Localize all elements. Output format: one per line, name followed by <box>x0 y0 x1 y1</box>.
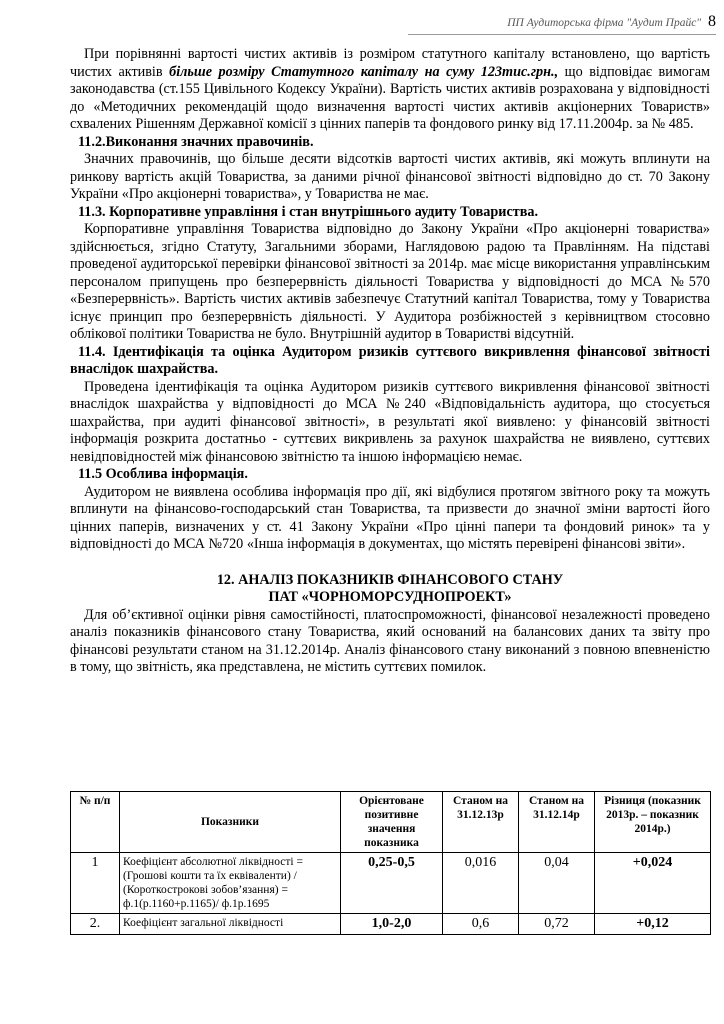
table-row <box>71 853 711 914</box>
intro-emphasis: більше розміру Статутного капіталу на суму 123тис.грн., <box>169 63 559 80</box>
section-12-title-line1: 12. АНАЛІЗ ПОКАЗНИКІВ ФІНАНСОВОГО СТАНУ <box>216 571 564 588</box>
row-diff: +0,024 <box>595 853 711 914</box>
header-indicator: Показники <box>120 792 341 853</box>
firm-name: ПП Аудиторська фірма "Аудит Прайс" <box>507 17 702 29</box>
row-num: 1 <box>71 853 120 914</box>
header-2013: Станом на 31.12.13р <box>443 792 519 853</box>
row-2014: 0,04 <box>519 853 595 914</box>
section-11-2-title: 11.2.Виконання значних правочинів. <box>78 133 314 150</box>
page-number: 8 <box>708 13 716 30</box>
section-12-title-line2: ПАТ «ЧОРНОМОРСУДНОПРОЕКТ» <box>268 589 512 605</box>
table-row <box>71 914 711 935</box>
header-2014: Станом на 31.12.14р <box>519 792 595 853</box>
row-2014: 0,72 <box>519 914 595 935</box>
row-norm: 1,0-2,0 <box>341 914 443 935</box>
header-num: № п/п <box>71 792 120 853</box>
running-header <box>408 13 716 35</box>
intro-paragraph <box>70 46 710 134</box>
row-indicator: Коефіцієнт абсолютної ліквідності =(Грошові кошти та їх еквіваленти) / (Короткострокові зобов’язання) = ф.1(р.1160+р.1165)/ ф.1р.1695 <box>120 853 341 914</box>
section-11-4-title: 11.4. Ідентифікація та оцінка Аудитором ризиків суттєвого викривлення фінансової звітності внаслідок шахрайства. <box>70 343 710 377</box>
intro-text-a: При порівнянні вартості чистих активів із розміром статутного капіталу встановлено, що вартість чистих активів <box>70 46 710 80</box>
intro-text-b: що відповідає вимогам законодавства (ст.155 Цивільного Кодексу України). Вартість чистих активів розрахована у відповідності до «Методичних рекомендацій щодо визначення вартості чистих активів акціонерних Товариств» схвалених Рішенням Державної комісії з цінних паперів та фондового ринку від 17.11.2004р. за № 485. <box>70 63 710 132</box>
row-indicator: Коефіцієнт загальної ліквідності <box>120 914 341 935</box>
section-11-5-title: 11.5 Особлива інформація. <box>78 466 248 482</box>
header-diff: Різниця (показник 2013р. – показник 2014р.) <box>595 792 711 853</box>
section-11-5-text: Аудитором не виявлена особлива інформація про дії, які відбулися протягом звітного року та можуть вплинути на фінансово-господарський стан Товариства, та призвести до значної зміни вартості його цінних паперів, визначених у ст. 41 Закону України «Про цінні папери та фондовий ринок» та у відповідності до МСА №720 «Інша інформація в документах, що містять перевірені фінансові звіти». <box>70 483 710 552</box>
document-body <box>70 46 710 677</box>
row-2013: 0,6 <box>443 914 519 935</box>
section-11-2-text: Значних правочинів, що більше десяти відсотків вартості чистих активів, які можуть вплинути на ринкову вартість акцій Товариства, за даними річної фінансової звітності відповідно до ст. 70 Закону України «Про акціонерні товариства», у Товариства не має. <box>70 151 710 202</box>
header-norm: Орієнтоване позитивне значення показника <box>341 792 443 853</box>
row-2013: 0,016 <box>443 853 519 914</box>
row-num: 2. <box>71 914 120 935</box>
row-diff: +0,12 <box>595 914 711 935</box>
section-11-3-text: Корпоративне управління Товариства відповідно до Закону України «Про акціонерні товариства» здійснюється, згідно Статуту, Загальними зборами, Наглядовою радою та Правлінням. На підставі проведеної аудиторської перевірки фінансової звітності за 2014р. має місце використання управлінським персоналом припущень про безперервність діяльності Товариства у відповідності до МСА №570 «Безперервність». Вартість чистих активів забезпечує Статутний капітал Товариства, тому у Товариства існує принцип про безперервність діяльності. У Аудитора розбіжностей з керівництвом стосовно облікової політики Товариства не було. Внутрішній аудитор в Товаристві відсутній. <box>70 221 710 342</box>
section-11-4-text: Проведена ідентифікація та оцінка Аудитором ризиків суттєвого викривлення фінансової звітності внаслідок шахрайства у відповідності до МСА №240 «Відповідальність аудитора, що стосується шахрайства, при аудиті фінансової звітності», в результаті якої виявлено: у фінансовій звітності інформація розкрита достатньо - суттєвих викривлень за рахунок шахрайства не виявлено, суттєвих невідповідностей між фінансовою звітністю та іншою інформацією немає. <box>70 378 710 465</box>
row-norm: 0,25-0,5 <box>341 853 443 914</box>
table-header-row <box>71 792 711 853</box>
financial-indicators-table <box>70 791 711 935</box>
section-11-3-title: 11.3. Корпоративне управління і стан внутрішнього аудиту Товариства. <box>78 203 539 220</box>
section-12-text: Для об’єктивної оцінки рівня самостійності, платоспроможності, фінансової незалежності проведено аналіз показників фінансового стану Товариства, який оснований на балансових даних та звіту про фінансові результати станом на 31.12.2014р. Аналіз фінансового стану виконаний з повною впевненістю в тому, що звітність, яка представлена, не містить суттєвих помилок. <box>70 606 710 675</box>
